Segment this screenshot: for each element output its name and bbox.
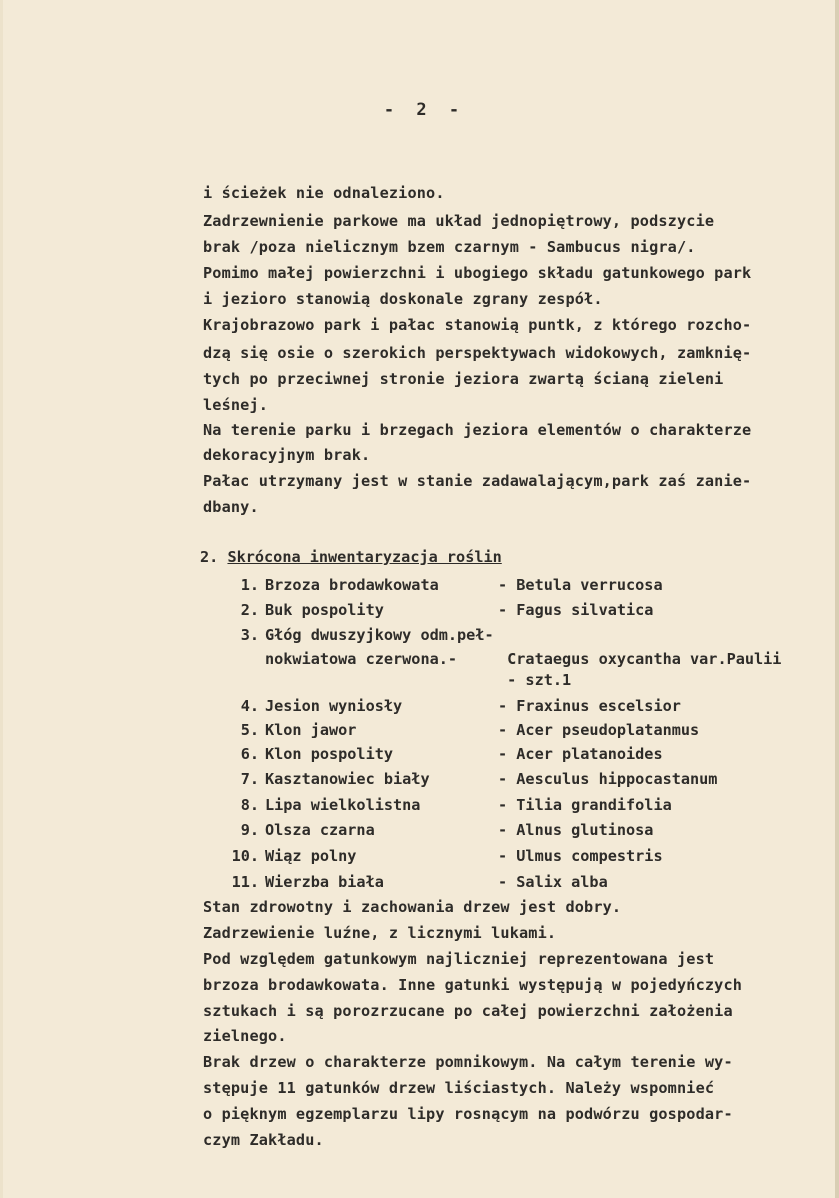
plant-latin-name: - szt.1 [498,671,572,689]
plant-number: 1. [240,576,259,594]
text-line: czym Zakładu. [203,1131,324,1149]
plant-number: 2. [240,601,259,619]
text-line: Stan zdrowotny i zachowania drzew jest dobry. [203,898,622,916]
plant-latin-name: - Fraxinus escelsior [498,697,681,715]
plant-latin-name: - Fagus silvatica [498,601,654,619]
plant-polish-name: Kasztanowiec biały [265,770,430,788]
text-line: dekoracyjnym brak. [203,446,371,464]
text-line: Na terenie parku i brzegach jeziora elementów o charakterze [203,421,752,439]
plant-number: 5. [240,721,259,739]
text-line: i jezioro stanowią doskonale zgrany zespół. [203,290,603,308]
plant-polish-name: nokwiatowa czerwona.- [265,650,458,668]
plant-number: 8. [240,796,259,814]
plant-polish-name: Brzoza brodawkowata [265,576,439,594]
text-line: brzoza brodawkowata. Inne gatunki występują w pojedyńczych [203,976,743,994]
plant-polish-name: Jesion wyniosły [265,697,403,715]
text-line: sztukach i są porozrzucane po całej powierzchni założenia [203,1002,733,1020]
plant-number: 11. [231,873,259,891]
plant-number: 4. [240,697,259,715]
plant-polish-name: Wierzba biała [265,873,384,891]
page-edge-right [835,0,839,1198]
plant-polish-name: Wiąz polny [265,847,357,865]
text-line: Krajobrazowo park i pałac stanowią puntk, z którego rozcho- [203,316,752,334]
plant-latin-name: - Acer platanoides [498,745,663,763]
text-line: Pomimo małej powierzchni i ubogiego składu gatunkowego park [203,264,752,282]
plant-polish-name: Buk pospolity [265,601,384,619]
text-line: Zadrzewnienie parkowe ma układ jednopiętrowy, podszycie [203,212,715,230]
page-edge-left [0,0,3,1198]
plant-number: 6. [240,745,259,763]
plant-number: 7. [240,770,259,788]
plant-number: 9. [240,821,259,839]
plant-latin-name: Crataegus oxycantha var.Paulii [498,650,782,668]
plant-number: 10. [231,847,259,865]
text-line: zielnego. [203,1027,287,1045]
text-line: o pięknym egzemplarzu lipy rosnącym na podwórzu gospodar- [203,1105,733,1123]
plant-latin-name: - Aesculus hippocastanum [498,770,718,788]
plant-polish-name: Lipa wielkolistna [265,796,421,814]
plant-latin-name: - Ulmus compestris [498,847,663,865]
plant-polish-name: Klon jawor [265,721,357,739]
text-line: leśnej. [203,396,269,414]
text-line: dbany. [203,498,259,516]
plant-latin-name: - Acer pseudoplatanmus [498,721,700,739]
text-line: tych po przeciwnej stronie jeziora zwartą ścianą zieleni [203,370,724,388]
plant-polish-name: Olsza czarna [265,821,375,839]
section-2-heading [200,548,502,566]
text-line: Pod względem gatunkowym najliczniej reprezentowana jest [203,950,715,968]
section-number: 2. [200,548,219,566]
plant-polish-name: Głóg dwuszyjkowy odm.peł- [265,626,494,644]
text-line: brak /poza nielicznym bzem czarnym - Sambucus nigra/. [203,238,696,256]
plant-latin-name: - Salix alba [498,873,608,891]
page-number: - 2 - [383,100,466,120]
plant-latin-name: - Betula verrucosa [498,576,663,594]
section-title: Skrócona inwentaryzacja roślin [227,548,502,566]
text-line: dzą się osie o szerokich perspektywach widokowych, zamknię- [203,344,752,362]
text-line: i ścieżek nie odnaleziono. [203,184,445,202]
plant-polish-name: Klon pospolity [265,745,394,763]
plant-latin-name: - Alnus glutinosa [498,821,654,839]
text-line: Brak drzew o charakterze pomnikowym. Na całym terenie wy- [203,1053,733,1071]
text-line: Pałac utrzymany jest w stanie zadawalającym,park zaś zanie- [203,472,752,490]
text-line: stępuje 11 gatunków drzew liściastych. Należy wspomnieć [203,1079,715,1097]
plant-number: 3. [240,626,259,644]
text-line: Zadrzewienie luźne, z licznymi lukami. [203,924,557,942]
plant-latin-name: - Tilia grandifolia [498,796,672,814]
